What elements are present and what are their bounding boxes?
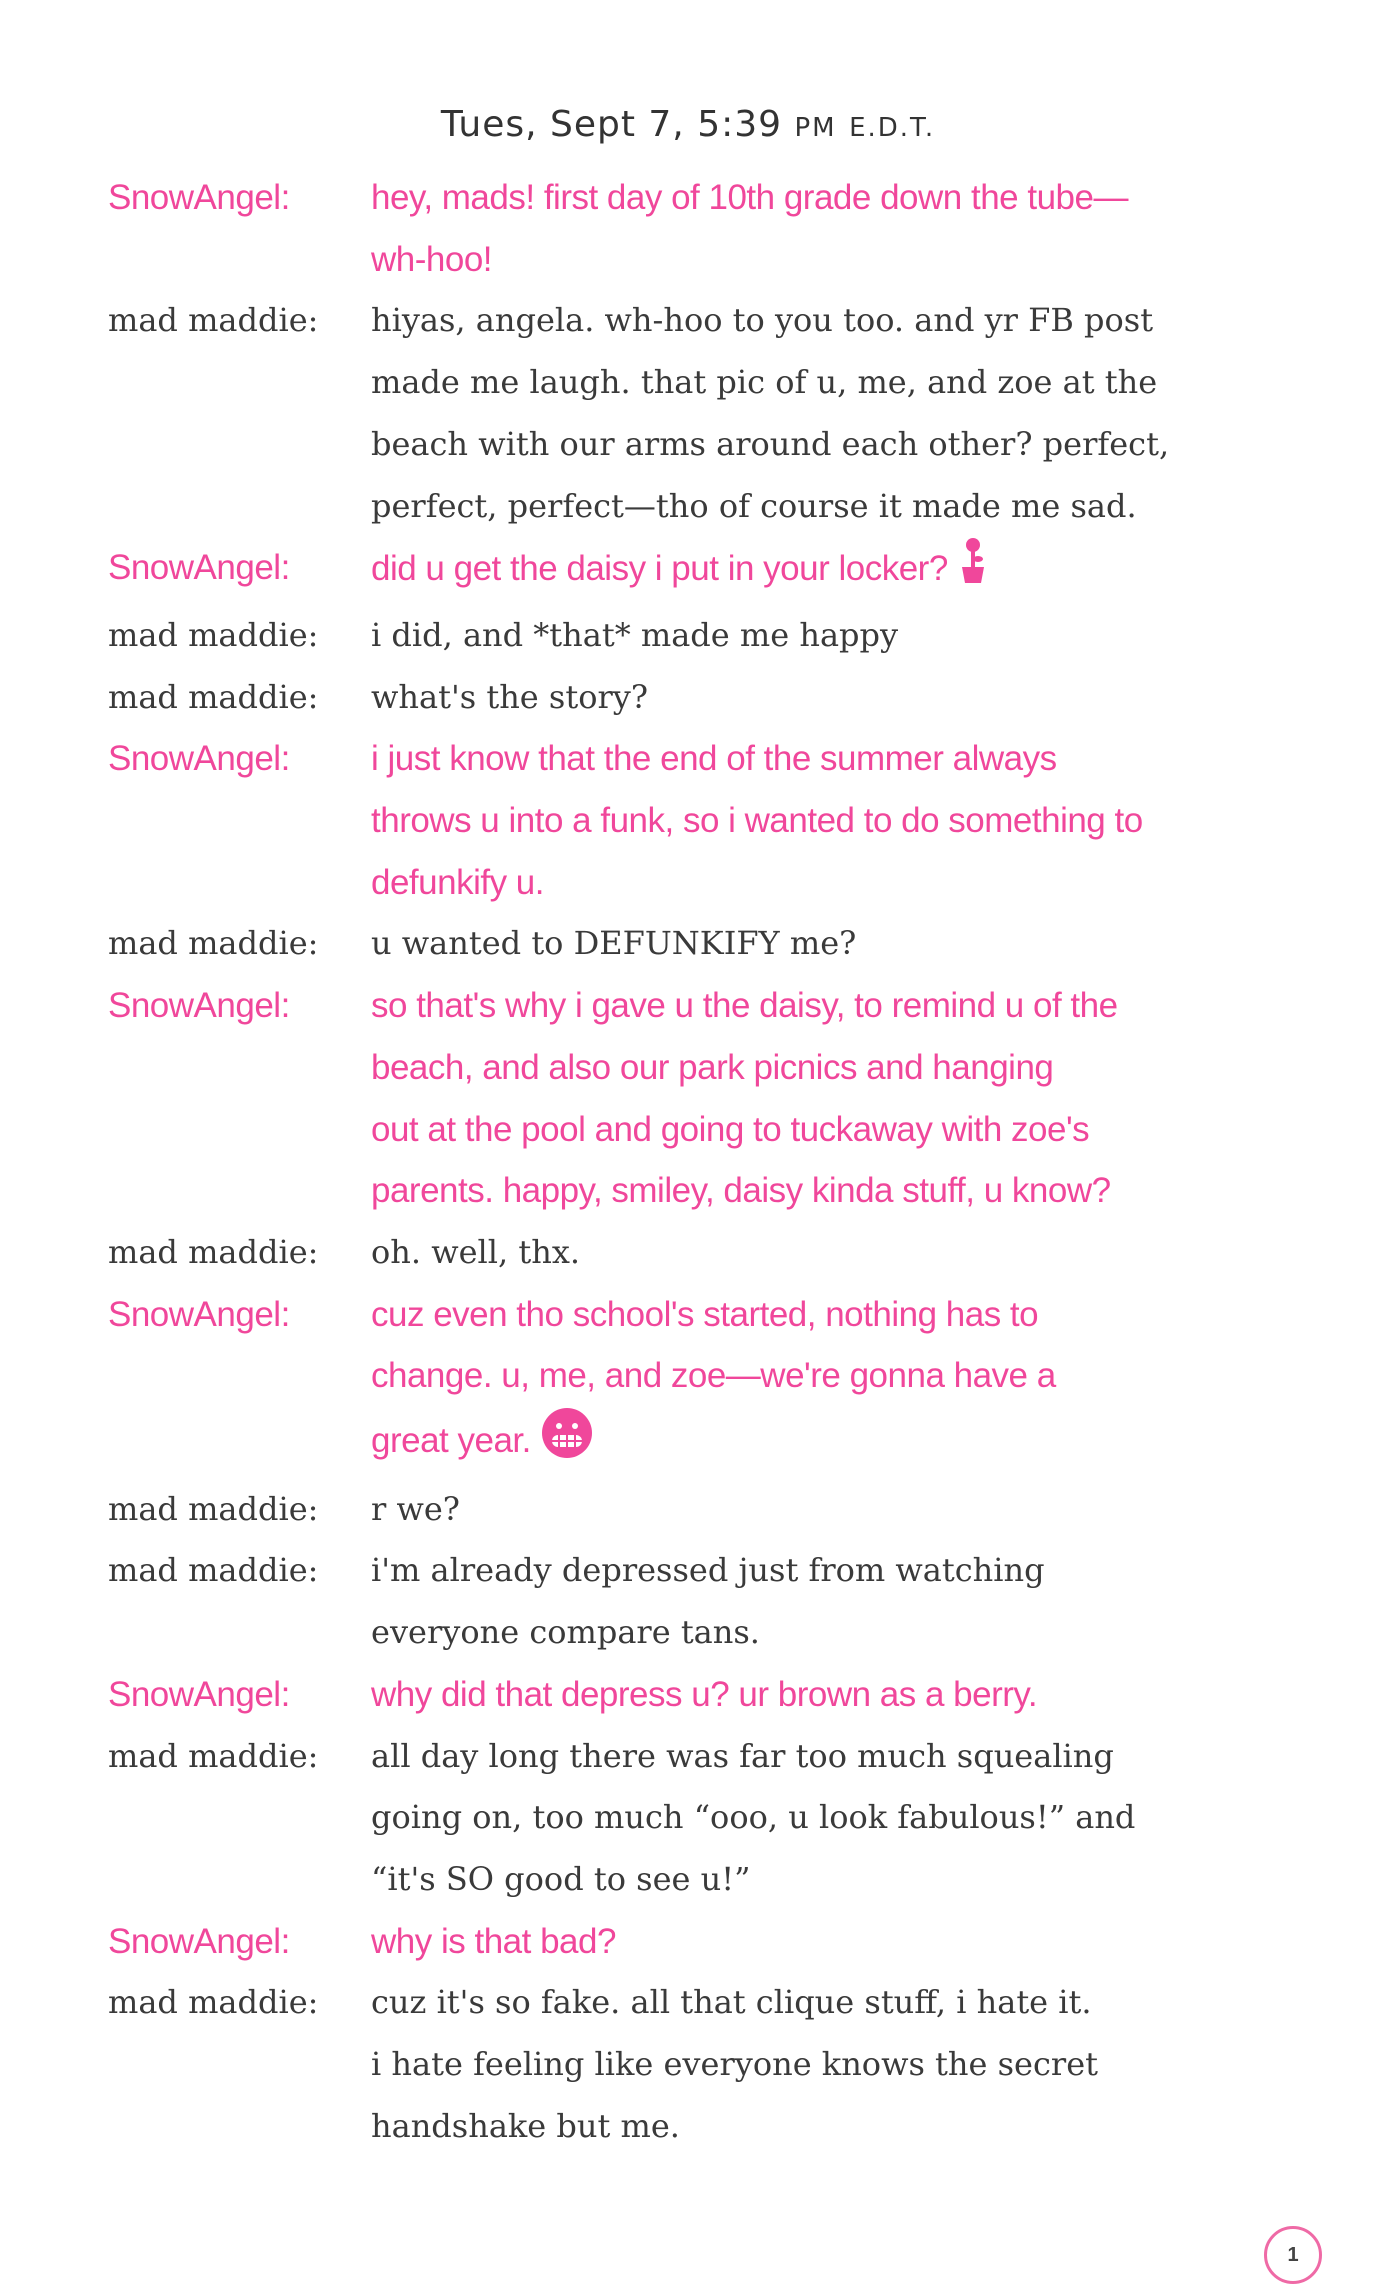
message-line-text: beach with our arms around each other? perfect, — [371, 424, 1170, 463]
message-line — [371, 352, 1376, 414]
chat-message — [0, 667, 1376, 729]
message-text — [371, 167, 1376, 290]
message-text — [371, 605, 1376, 667]
message-line-text: beach, and also our park picnics and hanging — [371, 1047, 1054, 1087]
message-line-text: out at the pool and going to tuckaway with zoe's — [371, 1109, 1090, 1149]
message-text — [371, 728, 1376, 913]
chat-message — [0, 1726, 1376, 1911]
message-text — [371, 1284, 1376, 1479]
speaker-name: mad maddie: — [108, 301, 319, 340]
message-text — [371, 290, 1376, 537]
message-line — [371, 605, 1376, 667]
message-line — [371, 1160, 1376, 1222]
speaker-name: SnowAngel: — [108, 1294, 290, 1334]
message-line — [371, 476, 1376, 538]
speaker-name: SnowAngel: — [108, 548, 290, 588]
message-text — [371, 975, 1376, 1222]
message-line — [371, 1037, 1376, 1099]
message-line-text: what's the story? — [371, 677, 648, 716]
speaker-name: SnowAngel: — [108, 739, 290, 779]
message-line — [371, 1407, 1376, 1479]
message-line-text: going on, too much “ooo, u look fabulous!” and — [371, 1798, 1136, 1837]
message-line-text: parents. happy, smiley, daisy kinda stuff, u know? — [371, 1171, 1111, 1211]
message-line — [371, 1787, 1376, 1849]
message-line-text: change. u, me, and zoe—we're gonna have a — [371, 1356, 1056, 1396]
message-text — [371, 1222, 1376, 1284]
message-line-text: u wanted to DEFUNKIFY me? — [371, 924, 857, 963]
message-line-text: everyone compare tans. — [371, 1613, 760, 1652]
message-line-text: hiyas, angela. wh-hoo to you too. and yr FB post — [371, 301, 1154, 340]
chat-message — [0, 975, 1376, 1222]
page-number: 1 — [1264, 2226, 1322, 2284]
message-text — [371, 1479, 1376, 1541]
message-line — [371, 1099, 1376, 1161]
speaker-name: mad maddie: — [108, 924, 319, 963]
speaker-name: mad maddie: — [108, 615, 319, 654]
message-line — [371, 1345, 1376, 1407]
chat-message — [0, 1284, 1376, 1479]
chat-message — [0, 537, 1376, 605]
message-line — [371, 1664, 1376, 1726]
message-line-text: wh-hoo! — [371, 239, 493, 279]
message-line-text: defunkify u. — [371, 862, 544, 902]
message-line — [371, 537, 1376, 605]
message-line-text: did u get the daisy i put in your locker? — [371, 549, 948, 589]
message-line — [371, 1222, 1376, 1284]
message-line — [371, 790, 1376, 852]
message-line-text: hey, mads! first day of 10th grade down the tube— — [371, 178, 1128, 217]
chat-message — [0, 1540, 1376, 1663]
message-text — [371, 1726, 1376, 1911]
speaker-name: mad maddie: — [108, 1489, 319, 1528]
message-line-text: great year. — [371, 1421, 531, 1461]
chat-message — [0, 913, 1376, 975]
message-line-text: cuz it's so fake. all that clique stuff, i hate it. — [371, 1983, 1092, 2022]
message-text — [371, 1540, 1376, 1663]
message-line — [371, 1540, 1376, 1602]
message-line-text: made me laugh. that pic of u, me, and zoe at the — [371, 363, 1158, 402]
chat-message — [0, 290, 1376, 537]
message-text — [371, 667, 1376, 729]
message-line — [371, 290, 1376, 352]
chat-message — [0, 1664, 1376, 1726]
timestamp-ampm: PM — [794, 113, 837, 143]
flower-pot-icon — [958, 537, 988, 605]
timestamp-timezone: E.D.T. — [849, 113, 936, 143]
message-line — [371, 913, 1376, 975]
message-line — [371, 1911, 1376, 1973]
message-line — [371, 2034, 1376, 2096]
message-line — [371, 167, 1376, 229]
message-line-text: r we? — [371, 1489, 460, 1528]
message-line — [371, 667, 1376, 729]
message-line — [371, 975, 1376, 1037]
message-line — [371, 1479, 1376, 1541]
message-line-text: why is that bad? — [371, 1921, 616, 1961]
chat-message — [0, 728, 1376, 913]
speaker-name: mad maddie: — [108, 1232, 319, 1271]
message-line-text: handshake but me. — [371, 2106, 680, 2145]
message-line — [371, 1972, 1376, 2034]
chat-message — [0, 1222, 1376, 1284]
chat-transcript — [0, 167, 1376, 2158]
speaker-name: mad maddie: — [108, 1736, 319, 1775]
chat-timestamp-header — [0, 104, 1376, 145]
message-text — [371, 537, 1376, 605]
speaker-name: SnowAngel: — [108, 986, 290, 1026]
speaker-name: SnowAngel: — [108, 178, 290, 217]
message-line — [371, 414, 1376, 476]
message-line-text: cuz even tho school's started, nothing has to — [371, 1294, 1039, 1334]
message-text — [371, 913, 1376, 975]
grin-icon — [541, 1407, 593, 1479]
speaker-name: mad maddie: — [108, 1983, 319, 2022]
message-line-text: perfect, perfect—tho of course it made me sad. — [371, 486, 1137, 525]
message-text — [371, 1911, 1376, 1973]
message-line — [371, 852, 1376, 914]
chat-message — [0, 1479, 1376, 1541]
message-text — [371, 1972, 1376, 2157]
message-line-text: so that's why i gave u the daisy, to remind u of the — [371, 986, 1118, 1026]
message-line — [371, 1849, 1376, 1911]
message-line-text: i did, and *that* made me happy — [371, 615, 899, 654]
message-line-text: i hate feeling like everyone knows the secret — [371, 2045, 1098, 2084]
chat-message — [0, 1972, 1376, 2157]
speaker-name: SnowAngel: — [108, 1674, 290, 1714]
speaker-name: mad maddie: — [108, 1551, 319, 1590]
message-line-text: i just know that the end of the summer always — [371, 739, 1057, 779]
message-text — [371, 1664, 1376, 1726]
speaker-name: SnowAngel: — [108, 1921, 290, 1961]
message-line — [371, 2096, 1376, 2158]
message-line — [371, 229, 1376, 291]
timestamp-date: Tues, Sept 7, 5:39 — [440, 104, 783, 145]
message-line-text: “it's SO good to see u!” — [371, 1859, 751, 1898]
message-line-text: all day long there was far too much squealing — [371, 1736, 1114, 1775]
message-line — [371, 1726, 1376, 1788]
chat-message — [0, 167, 1376, 290]
message-line — [371, 1284, 1376, 1346]
chat-message — [0, 1911, 1376, 1973]
message-line — [371, 1602, 1376, 1664]
message-line-text: why did that depress u? ur brown as a berry. — [371, 1674, 1038, 1714]
message-line — [371, 728, 1376, 790]
message-line-text: throws u into a funk, so i wanted to do something to — [371, 801, 1143, 841]
message-line-text: oh. well, thx. — [371, 1232, 581, 1271]
speaker-name: mad maddie: — [108, 677, 319, 716]
message-line-text: i'm already depressed just from watching — [371, 1551, 1045, 1590]
chat-message — [0, 605, 1376, 667]
